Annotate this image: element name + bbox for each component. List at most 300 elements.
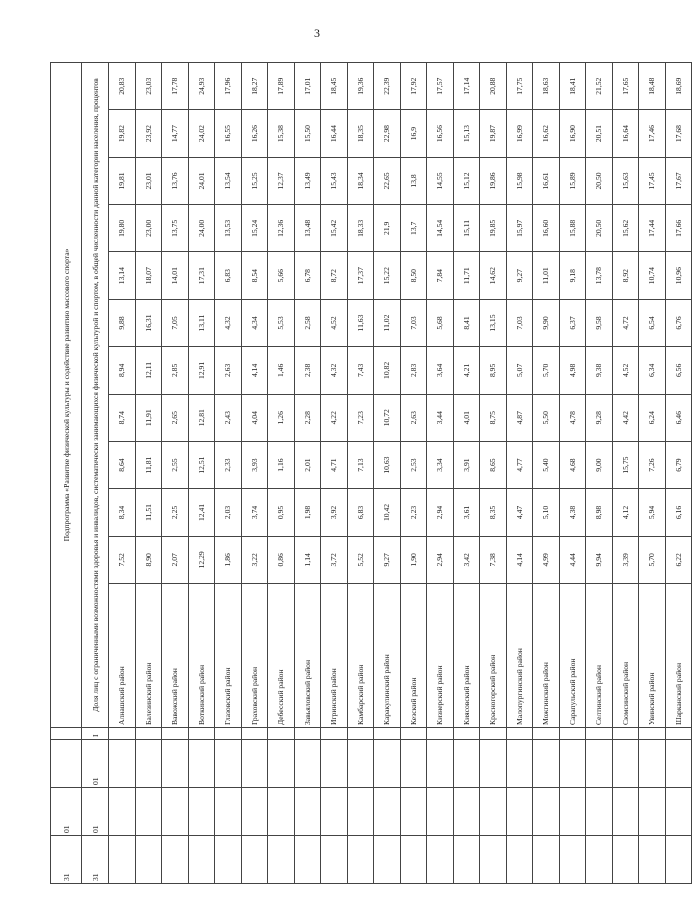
code-cell bbox=[268, 788, 295, 836]
district-name: Завьяловский район bbox=[294, 584, 321, 728]
value-cell: 13,14 bbox=[109, 252, 136, 299]
value-cell: 4,87 bbox=[506, 394, 533, 441]
table-row bbox=[453, 63, 480, 884]
value-cell: 13,54 bbox=[215, 157, 242, 204]
value-cell: 17,45 bbox=[639, 157, 666, 204]
value-cell: 6,83 bbox=[215, 252, 242, 299]
district-name: Глазовский район bbox=[215, 584, 242, 728]
value-cell: 16,9 bbox=[400, 110, 427, 157]
table-row bbox=[480, 63, 507, 884]
table-row bbox=[427, 63, 454, 884]
value-cell: 3,42 bbox=[453, 536, 480, 583]
value-cell: 20,50 bbox=[586, 205, 613, 252]
district-name: Можгинский район bbox=[533, 584, 560, 728]
table-row bbox=[374, 63, 401, 884]
value-cell: 15,97 bbox=[506, 205, 533, 252]
value-cell: 13,53 bbox=[215, 205, 242, 252]
value-cell: 17,44 bbox=[639, 205, 666, 252]
value-cell: 3,34 bbox=[427, 441, 454, 488]
table-row bbox=[400, 63, 427, 884]
code-cell bbox=[162, 740, 189, 788]
value-cell: 20,88 bbox=[480, 63, 507, 110]
table-row bbox=[612, 63, 639, 884]
code-cell bbox=[162, 788, 189, 836]
value-cell: 18,34 bbox=[347, 157, 374, 204]
value-cell: 15,62 bbox=[612, 205, 639, 252]
value-cell: 3,72 bbox=[321, 536, 348, 583]
value-cell: 10,96 bbox=[665, 252, 692, 299]
code-cell bbox=[506, 740, 533, 788]
value-cell: 4,78 bbox=[559, 394, 586, 441]
code-cell bbox=[109, 836, 136, 884]
value-cell: 8,50 bbox=[400, 252, 427, 299]
value-cell: 12,41 bbox=[188, 489, 215, 536]
table-row bbox=[639, 63, 666, 884]
value-cell: 13,48 bbox=[294, 205, 321, 252]
value-cell: 11,01 bbox=[533, 252, 560, 299]
code-cell bbox=[480, 740, 507, 788]
code-cell bbox=[347, 740, 374, 788]
value-cell: 9,58 bbox=[586, 299, 613, 346]
value-cell: 17,01 bbox=[294, 63, 321, 110]
value-cell: 18,33 bbox=[347, 205, 374, 252]
code-cell bbox=[586, 740, 613, 788]
code-cell bbox=[427, 740, 454, 788]
value-cell: 1,98 bbox=[294, 489, 321, 536]
value-cell: 14,54 bbox=[427, 205, 454, 252]
value-cell: 13,78 bbox=[586, 252, 613, 299]
value-cell: 16,31 bbox=[135, 299, 162, 346]
rotated-table-container bbox=[50, 62, 683, 884]
code-cell bbox=[321, 740, 348, 788]
value-cell: 2,53 bbox=[400, 441, 427, 488]
value-cell: 17,57 bbox=[427, 63, 454, 110]
code-cell bbox=[374, 788, 401, 836]
table-row bbox=[162, 63, 189, 884]
value-cell: 5,53 bbox=[268, 299, 295, 346]
district-name: Кизнерский район bbox=[427, 584, 454, 728]
value-cell: 5,94 bbox=[639, 489, 666, 536]
value-cell: 15,38 bbox=[268, 110, 295, 157]
value-cell: 1,86 bbox=[215, 536, 242, 583]
value-cell: 23,00 bbox=[135, 205, 162, 252]
value-cell: 2,25 bbox=[162, 489, 189, 536]
code-cell bbox=[374, 836, 401, 884]
value-cell: 13,7 bbox=[400, 205, 427, 252]
value-cell: 8,95 bbox=[480, 347, 507, 394]
value-cell: 24,01 bbox=[188, 157, 215, 204]
value-cell: 15,63 bbox=[612, 157, 639, 204]
value-cell: 11,63 bbox=[347, 299, 374, 346]
value-cell: 13,8 bbox=[400, 157, 427, 204]
value-cell: 11,51 bbox=[135, 489, 162, 536]
indicators-table bbox=[50, 62, 692, 884]
value-cell: 4,14 bbox=[506, 536, 533, 583]
value-cell: 16,99 bbox=[506, 110, 533, 157]
value-cell: 17,78 bbox=[162, 63, 189, 110]
value-cell: 23,03 bbox=[135, 63, 162, 110]
code-cell bbox=[453, 788, 480, 836]
code-cell bbox=[665, 836, 692, 884]
value-cell: 7,13 bbox=[347, 441, 374, 488]
value-cell: 16,26 bbox=[241, 110, 268, 157]
code-cell bbox=[506, 728, 533, 740]
code-cell bbox=[162, 728, 189, 740]
table-row bbox=[268, 63, 295, 884]
value-cell: 17,89 bbox=[268, 63, 295, 110]
value-cell: 15,98 bbox=[506, 157, 533, 204]
value-cell: 10,63 bbox=[374, 441, 401, 488]
value-cell: 15,22 bbox=[374, 252, 401, 299]
code-cell bbox=[533, 740, 560, 788]
page-number: 3 bbox=[314, 26, 320, 40]
value-cell: 18,48 bbox=[639, 63, 666, 110]
value-cell: 6,46 bbox=[665, 394, 692, 441]
value-cell: 24,00 bbox=[188, 205, 215, 252]
code-cell bbox=[215, 788, 242, 836]
value-cell: 6,79 bbox=[665, 441, 692, 488]
code-cell bbox=[586, 836, 613, 884]
code-cell bbox=[612, 740, 639, 788]
value-cell: 4,72 bbox=[612, 299, 639, 346]
value-cell: 20,83 bbox=[109, 63, 136, 110]
code-cell bbox=[400, 788, 427, 836]
value-cell: 11,91 bbox=[135, 394, 162, 441]
value-cell: 15,12 bbox=[453, 157, 480, 204]
value-cell: 16,62 bbox=[533, 110, 560, 157]
code-cell bbox=[559, 836, 586, 884]
value-cell: 15,89 bbox=[559, 157, 586, 204]
value-cell: 15,75 bbox=[612, 441, 639, 488]
value-cell: 8,54 bbox=[241, 252, 268, 299]
value-cell: 12,29 bbox=[188, 536, 215, 583]
value-cell: 6,78 bbox=[294, 252, 321, 299]
district-name: Селтинский район bbox=[586, 584, 613, 728]
value-cell: 16,44 bbox=[321, 110, 348, 157]
code-cell bbox=[241, 728, 268, 740]
code-cell bbox=[188, 836, 215, 884]
value-cell: 8,94 bbox=[109, 347, 136, 394]
value-cell: 1,90 bbox=[400, 536, 427, 583]
value-cell: 17,65 bbox=[612, 63, 639, 110]
value-cell: 13,15 bbox=[480, 299, 507, 346]
code-cell bbox=[400, 740, 427, 788]
code-cell bbox=[639, 740, 666, 788]
value-cell: 3,93 bbox=[241, 441, 268, 488]
value-cell: 1,26 bbox=[268, 394, 295, 441]
code-cell bbox=[427, 836, 454, 884]
code-cell bbox=[612, 836, 639, 884]
value-cell: 5,66 bbox=[268, 252, 295, 299]
code-cell: 01 bbox=[82, 740, 109, 788]
value-cell: 15,13 bbox=[453, 110, 480, 157]
value-cell: 2,55 bbox=[162, 441, 189, 488]
value-cell: 10,72 bbox=[374, 394, 401, 441]
code-cell bbox=[51, 740, 82, 788]
subprogram-title: Подпрограмма «Развитие физической культуры и содействие развитию массового спорта» bbox=[51, 63, 82, 728]
code-cell bbox=[294, 836, 321, 884]
value-cell: 9,94 bbox=[586, 536, 613, 583]
value-cell: 5,07 bbox=[506, 347, 533, 394]
district-name: Шарканский район bbox=[665, 584, 692, 728]
code-cell bbox=[109, 788, 136, 836]
value-cell: 6,16 bbox=[665, 489, 692, 536]
value-cell: 4,34 bbox=[241, 299, 268, 346]
value-cell: 9,27 bbox=[506, 252, 533, 299]
value-cell: 15,43 bbox=[321, 157, 348, 204]
value-cell: 3,64 bbox=[427, 347, 454, 394]
value-cell: 4,22 bbox=[321, 394, 348, 441]
value-cell: 10,82 bbox=[374, 347, 401, 394]
code-cell bbox=[374, 740, 401, 788]
value-cell: 19,82 bbox=[109, 110, 136, 157]
code-cell bbox=[665, 728, 692, 740]
code-cell bbox=[321, 728, 348, 740]
value-cell: 9,27 bbox=[374, 536, 401, 583]
value-cell: 23,01 bbox=[135, 157, 162, 204]
code-cell bbox=[268, 728, 295, 740]
value-cell: 4,68 bbox=[559, 441, 586, 488]
code-cell bbox=[268, 740, 295, 788]
code-cell bbox=[188, 740, 215, 788]
table-row bbox=[109, 63, 136, 884]
code-cell bbox=[188, 788, 215, 836]
value-cell: 15,11 bbox=[453, 205, 480, 252]
code-cell: I bbox=[82, 728, 109, 740]
value-cell: 9,90 bbox=[533, 299, 560, 346]
value-cell: 4,47 bbox=[506, 489, 533, 536]
value-cell: 1,16 bbox=[268, 441, 295, 488]
district-name: Дебесский район bbox=[268, 584, 295, 728]
value-cell: 6,22 bbox=[665, 536, 692, 583]
value-cell: 8,72 bbox=[321, 252, 348, 299]
value-cell: 21,9 bbox=[374, 205, 401, 252]
value-cell: 2,65 bbox=[162, 394, 189, 441]
value-cell: 5,50 bbox=[533, 394, 560, 441]
value-cell: 5,52 bbox=[347, 536, 374, 583]
district-name: Красногорский район bbox=[480, 584, 507, 728]
value-cell: 4,98 bbox=[559, 347, 586, 394]
code-cell bbox=[612, 788, 639, 836]
value-cell: 2,28 bbox=[294, 394, 321, 441]
value-cell: 8,41 bbox=[453, 299, 480, 346]
table-row bbox=[188, 63, 215, 884]
district-name: Воткинский район bbox=[188, 584, 215, 728]
value-cell: 17,46 bbox=[639, 110, 666, 157]
value-cell: 4,14 bbox=[241, 347, 268, 394]
value-cell: 11,81 bbox=[135, 441, 162, 488]
code-cell bbox=[533, 728, 560, 740]
value-cell: 3,92 bbox=[321, 489, 348, 536]
code-cell bbox=[506, 836, 533, 884]
value-cell: 3,91 bbox=[453, 441, 480, 488]
code-cell bbox=[135, 740, 162, 788]
code-cell bbox=[347, 788, 374, 836]
value-cell: 6,76 bbox=[665, 299, 692, 346]
value-cell: 18,45 bbox=[321, 63, 348, 110]
code-cell bbox=[188, 728, 215, 740]
code-cell bbox=[294, 788, 321, 836]
code-cell bbox=[400, 836, 427, 884]
value-cell: 19,80 bbox=[109, 205, 136, 252]
value-cell: 17,68 bbox=[665, 110, 692, 157]
value-cell: 3,44 bbox=[427, 394, 454, 441]
value-cell: 16,61 bbox=[533, 157, 560, 204]
code-cell bbox=[639, 788, 666, 836]
value-cell: 7,43 bbox=[347, 347, 374, 394]
code-cell bbox=[559, 728, 586, 740]
code-cell bbox=[586, 728, 613, 740]
table-row bbox=[506, 63, 533, 884]
table-row bbox=[586, 63, 613, 884]
value-cell: 12,91 bbox=[188, 347, 215, 394]
value-cell: 15,88 bbox=[559, 205, 586, 252]
value-cell: 17,66 bbox=[665, 205, 692, 252]
code-cell: 01 bbox=[82, 788, 109, 836]
value-cell: 5,68 bbox=[427, 299, 454, 346]
code-cell bbox=[533, 788, 560, 836]
value-cell: 16,64 bbox=[612, 110, 639, 157]
code-cell bbox=[427, 788, 454, 836]
value-cell: 1,46 bbox=[268, 347, 295, 394]
value-cell: 16,56 bbox=[427, 110, 454, 157]
district-name: Увинский район bbox=[639, 584, 666, 728]
value-cell: 15,25 bbox=[241, 157, 268, 204]
value-cell: 10,42 bbox=[374, 489, 401, 536]
table-row bbox=[665, 63, 692, 884]
code-cell bbox=[665, 740, 692, 788]
value-cell: 13,76 bbox=[162, 157, 189, 204]
value-cell: 17,67 bbox=[665, 157, 692, 204]
value-cell: 12,81 bbox=[188, 394, 215, 441]
code-cell bbox=[374, 728, 401, 740]
code-cell bbox=[241, 740, 268, 788]
code-cell bbox=[321, 788, 348, 836]
value-cell: 18,63 bbox=[533, 63, 560, 110]
district-name: Вавожский район bbox=[162, 584, 189, 728]
code-cell bbox=[453, 728, 480, 740]
value-cell: 19,85 bbox=[480, 205, 507, 252]
value-cell: 13,11 bbox=[188, 299, 215, 346]
value-cell: 8,34 bbox=[109, 489, 136, 536]
value-cell: 2,33 bbox=[215, 441, 242, 488]
table-row bbox=[135, 63, 162, 884]
code-cell bbox=[665, 788, 692, 836]
code-cell: 01 bbox=[51, 788, 82, 836]
value-cell: 14,77 bbox=[162, 110, 189, 157]
value-cell: 20,50 bbox=[586, 157, 613, 204]
value-cell: 7,03 bbox=[506, 299, 533, 346]
code-cell bbox=[639, 836, 666, 884]
value-cell: 7,03 bbox=[400, 299, 427, 346]
value-cell: 18,69 bbox=[665, 63, 692, 110]
code-cell bbox=[135, 728, 162, 740]
value-cell: 7,52 bbox=[109, 536, 136, 583]
value-cell: 4,32 bbox=[321, 347, 348, 394]
code-cell: 31 bbox=[82, 836, 109, 884]
value-cell: 2,63 bbox=[400, 394, 427, 441]
indicator-title: Доля лиц с ограниченными возможностями здоровья и инвалидов, систематически занимающихся физической культурой и спортом, в общей численности данной категории населения, процентов bbox=[82, 63, 109, 728]
code-cell bbox=[109, 740, 136, 788]
value-cell: 16,60 bbox=[533, 205, 560, 252]
value-cell: 2,01 bbox=[294, 441, 321, 488]
value-cell: 9,28 bbox=[586, 394, 613, 441]
value-cell: 4,52 bbox=[612, 347, 639, 394]
value-cell: 9,88 bbox=[109, 299, 136, 346]
value-cell: 11,02 bbox=[374, 299, 401, 346]
value-cell: 4,04 bbox=[241, 394, 268, 441]
value-cell: 19,36 bbox=[347, 63, 374, 110]
value-cell: 1,14 bbox=[294, 536, 321, 583]
value-cell: 19,81 bbox=[109, 157, 136, 204]
code-cell bbox=[506, 788, 533, 836]
value-cell: 6,54 bbox=[639, 299, 666, 346]
code-cell bbox=[268, 836, 295, 884]
value-cell: 2,23 bbox=[400, 489, 427, 536]
value-cell: 4,01 bbox=[453, 394, 480, 441]
value-cell: 17,31 bbox=[188, 252, 215, 299]
code-cell bbox=[294, 728, 321, 740]
code-cell bbox=[533, 836, 560, 884]
value-cell: 9,00 bbox=[586, 441, 613, 488]
value-cell: 5,70 bbox=[533, 347, 560, 394]
value-cell: 17,37 bbox=[347, 252, 374, 299]
value-cell: 5,70 bbox=[639, 536, 666, 583]
value-cell: 2,38 bbox=[294, 347, 321, 394]
value-cell: 22,98 bbox=[374, 110, 401, 157]
value-cell: 2,63 bbox=[215, 347, 242, 394]
value-cell: 15,42 bbox=[321, 205, 348, 252]
value-cell: 9,38 bbox=[586, 347, 613, 394]
table-row bbox=[321, 63, 348, 884]
value-cell: 16,90 bbox=[559, 110, 586, 157]
value-cell: 24,02 bbox=[188, 110, 215, 157]
value-cell: 3,39 bbox=[612, 536, 639, 583]
table-row bbox=[533, 63, 560, 884]
table-row bbox=[347, 63, 374, 884]
code-cell bbox=[480, 788, 507, 836]
value-cell: 23,92 bbox=[135, 110, 162, 157]
value-cell: 19,86 bbox=[480, 157, 507, 204]
value-cell: 6,37 bbox=[559, 299, 586, 346]
value-cell: 8,35 bbox=[480, 489, 507, 536]
value-cell: 7,38 bbox=[480, 536, 507, 583]
value-cell: 14,55 bbox=[427, 157, 454, 204]
value-cell: 4,32 bbox=[215, 299, 242, 346]
table-row bbox=[559, 63, 586, 884]
value-cell: 15,50 bbox=[294, 110, 321, 157]
value-cell: 12,37 bbox=[268, 157, 295, 204]
code-cell bbox=[109, 728, 136, 740]
value-cell: 15,24 bbox=[241, 205, 268, 252]
district-name: Игринский район bbox=[321, 584, 348, 728]
district-name: Сюмсинский район bbox=[612, 584, 639, 728]
value-cell: 7,26 bbox=[639, 441, 666, 488]
value-cell: 24,93 bbox=[188, 63, 215, 110]
value-cell: 3,61 bbox=[453, 489, 480, 536]
district-name: Граховский район bbox=[241, 584, 268, 728]
code-cell bbox=[215, 836, 242, 884]
value-cell: 17,96 bbox=[215, 63, 242, 110]
value-cell: 9,18 bbox=[559, 252, 586, 299]
value-cell: 4,71 bbox=[321, 441, 348, 488]
value-cell: 14,62 bbox=[480, 252, 507, 299]
code-cell bbox=[162, 836, 189, 884]
indicator-row bbox=[82, 63, 109, 884]
value-cell: 13,75 bbox=[162, 205, 189, 252]
value-cell: 18,35 bbox=[347, 110, 374, 157]
value-cell: 12,36 bbox=[268, 205, 295, 252]
